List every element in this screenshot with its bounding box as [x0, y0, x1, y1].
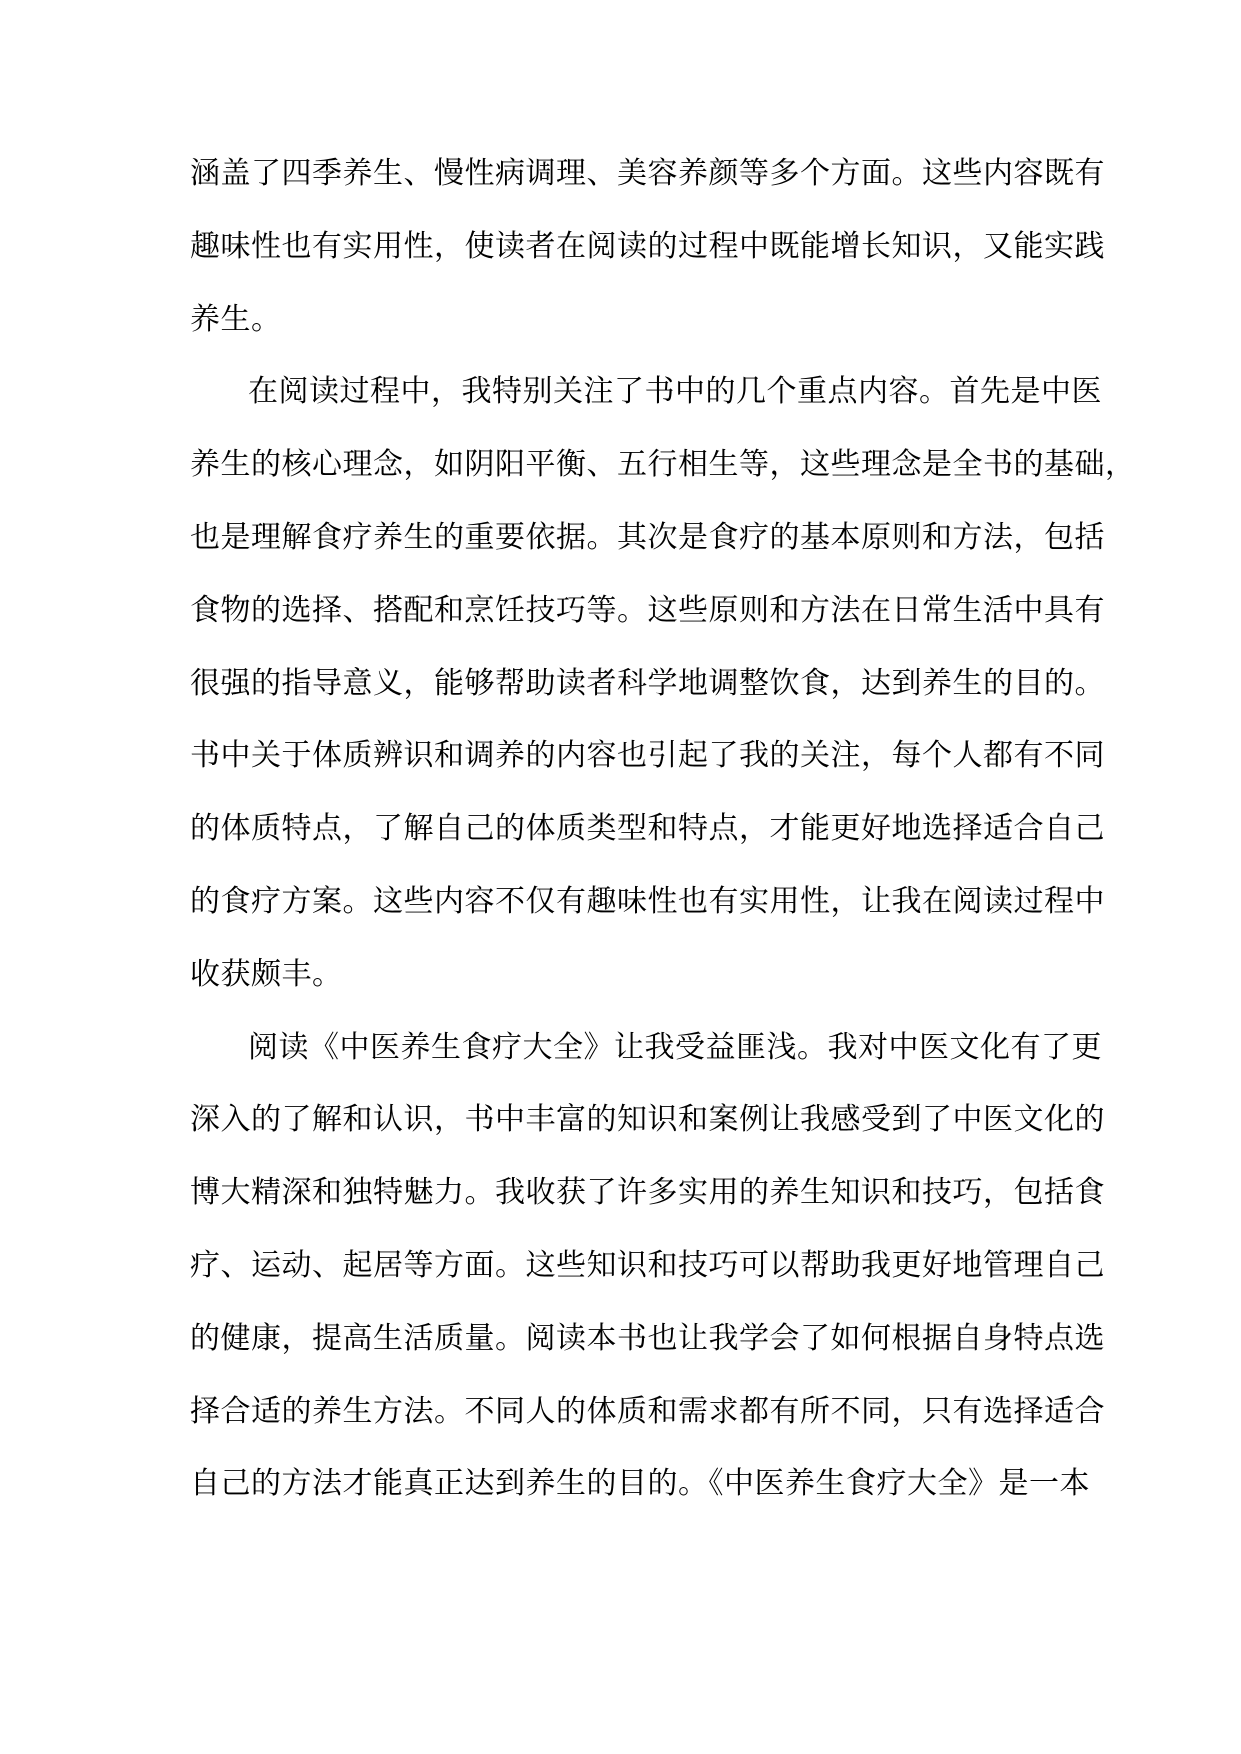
text-line: 书中关于体质辨识和调养的内容也引起了我的关注，每个人都有不同	[190, 738, 1105, 774]
text-line: 涵盖了四季养生、慢性病调理、美容养颜等多个方面。这些内容既有	[190, 156, 1105, 191]
text-line: 趣味性也有实用性，使读者在阅读的过程中既能增长知识，又能实践	[190, 228, 1105, 264]
text-line: 的健康，提高生活质量。阅读本书也让我学会了如何根据自身特点选	[190, 1320, 1105, 1356]
text-line: 收获颇丰。	[190, 956, 343, 992]
document-body	[190, 138, 1136, 1521]
text-line: 的食疗方案。这些内容不仅有趣味性也有实用性，让我在阅读过程中	[190, 883, 1105, 919]
text-line: 也是理解食疗养生的重要依据。其次是食疗的基本原则和方法，包括	[190, 519, 1105, 555]
text-line: 深入的了解和认识，书中丰富的知识和案例让我感受到了中医文化的	[190, 1102, 1105, 1138]
text-line: 自己的方法才能真正达到养生的目的。《中医养生食疗大全》是一本	[190, 1466, 1090, 1502]
text-line: 的体质特点，了解自己的体质类型和特点，才能更好地选择适合自己	[190, 811, 1105, 847]
text-line: 食物的选择、搭配和烹饪技巧等。这些原则和方法在日常生活中具有	[190, 592, 1105, 628]
text-line: 择合适的养生方法。不同人的体质和需求都有所不同，只有选择适合	[190, 1393, 1105, 1429]
text-line: 养生。	[190, 301, 282, 337]
text-line: 很强的指导意义，能够帮助读者科学地调整饮食，达到养生的目的。	[190, 665, 1105, 701]
text-line: 在阅读过程中，我特别关注了书中的几个重点内容。首先是中医	[248, 374, 1102, 410]
text-line: 博大精深和独特魅力。我收获了许多实用的养生知识和技巧，包括食	[190, 1175, 1105, 1211]
text-line: 疗、运动、起居等方面。这些知识和技巧可以帮助我更好地管理自己	[190, 1247, 1105, 1283]
text-line: 阅读《中医养生食疗大全》让我受益匪浅。我对中医文化有了更	[248, 1029, 1102, 1065]
text-line: 养生的核心理念，如阴阳平衡、五行相生等，这些理念是全书的基础，	[190, 447, 1136, 483]
